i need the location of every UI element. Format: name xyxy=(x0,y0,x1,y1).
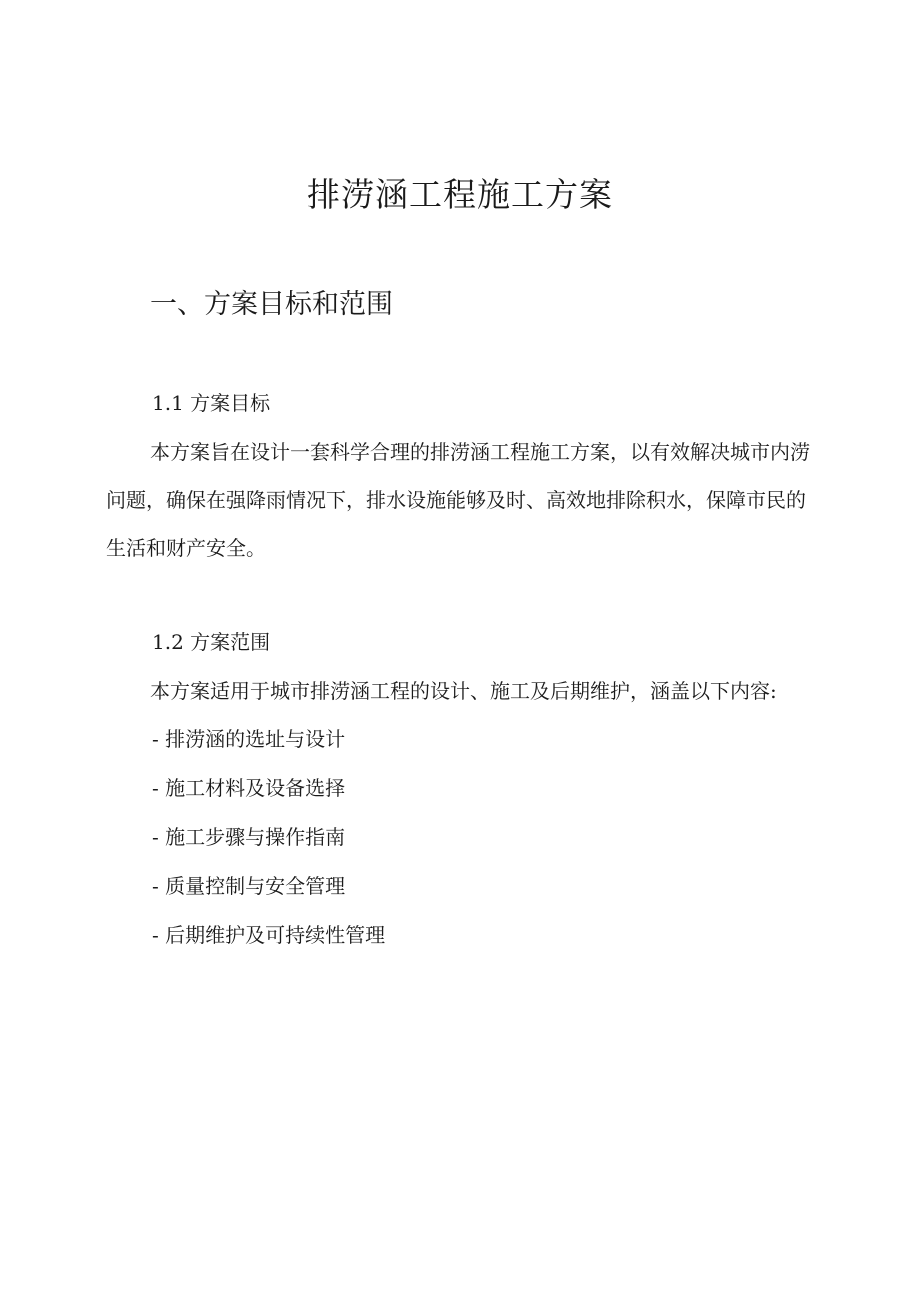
scope-intro xyxy=(106,667,836,715)
list-item: - 质量控制与安全管理 xyxy=(152,874,346,898)
scope-list xyxy=(152,715,385,960)
goal-paragraph-text: 本方案旨在设计一套科学合理的排涝涵工程施工方案，以有效解决城市内涝问题，确保在强降雨情况下，排水设施能够及时、高效地排除积水，保障市民的生活和财产安全。 xyxy=(106,440,810,560)
scope-intro-text: 本方案适用于城市排涝涵工程的设计、施工及后期维护，涵盖以下内容: xyxy=(150,679,777,703)
subsection-heading-goal: 1.1 方案目标 xyxy=(152,391,271,415)
goal-paragraph xyxy=(106,428,824,572)
list-item: - 后期维护及可持续性管理 xyxy=(152,923,386,947)
section-heading: 一、方案目标和范围 xyxy=(150,289,393,320)
subsection-heading-scope: 1.2 方案范围 xyxy=(152,630,271,654)
list-item: - 施工步骤与操作指南 xyxy=(152,825,346,849)
list-item: - 排涝涵的选址与设计 xyxy=(152,727,346,751)
document-title: 排涝涵工程施工方案 xyxy=(307,175,613,214)
list-item: - 施工材料及设备选择 xyxy=(152,776,346,800)
